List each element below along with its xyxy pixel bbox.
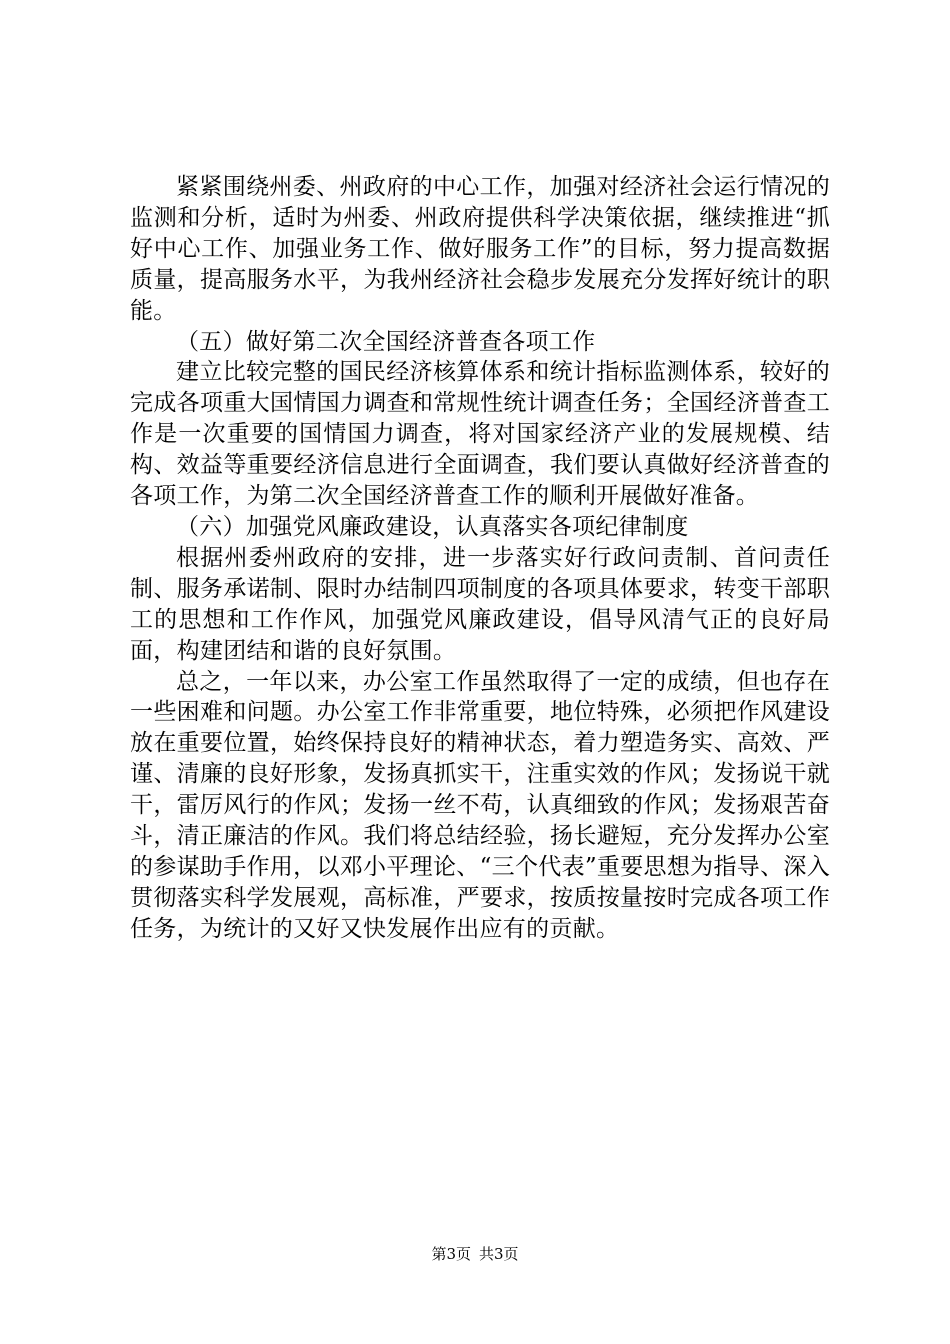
document-body [130,172,830,945]
paragraph-economic-census: 建立比较完整的国民经济核算体系和统计指标监测体系，较好的完成各项重大国情国力调查和常规性统计调查任务；全国经济普查工作是一次重要的国情国力调查，将对国家经济产业的发展规模、结构、效益等重要经济信息进行全面调查，我们要认真做好经济普查的各项工作，为第二次全国经济普查工作的顺利开展做好准备。 [130,359,830,510]
page-total: 共3页 [479,1245,519,1263]
section-heading-five: （五）做好第二次全国经济普查各项工作 [176,328,596,355]
paragraph-integrity: 根据州委州政府的安排，进一步落实好行政问责制、首问责任制、服务承诺制、限时办结制四项制度的各项具体要求，转变干部职工的思想和工作作风，加强党风廉政建设，倡导风清气正的良好局面，构建团结和谐的良好氛围。 [130,544,830,664]
page-number: 第3页 [431,1245,471,1263]
section-heading-six: （六）加强党风廉政建设，认真落实各项纪律制度 [176,513,689,540]
paragraph-central-work: 紧紧围绕州委、州政府的中心工作，加强对经济社会运行情况的监测和分析，适时为州委、州政府提供科学决策依据，继续推进“抓好中心工作、加强业务工作、做好服务工作”的目标，努力提高数据质量，提高服务水平，为我州经济社会稳步发展充分发挥好统计的职能。 [130,174,830,324]
page-footer [0,1244,950,1264]
paragraph-conclusion: 总之，一年以来，办公室工作虽然取得了一定的成绩，但也存在一些困难和问题。办公室工作非常重要，地位特殊，必须把作风建设放在重要位置，始终保持良好的精神状态，着力塑造务实、高效、严谨、清廉的良好形象，发扬真抓实干，注重实效的作风；发扬说干就干，雷厉风行的作风；发扬一丝不苟，认真细致的作风；发扬艰苦奋斗，清正廉洁的作风。我们将总结经验，扬长避短，充分发挥办公室的参谋助手作用，以邓小平理论、“三个代表”重要思想为指导、深入贯彻落实科学发展观，高标准，严要求，按质按量按时完成各项工作任务，为统计的又好又快发展作出应有的贡献。 [130,668,830,942]
